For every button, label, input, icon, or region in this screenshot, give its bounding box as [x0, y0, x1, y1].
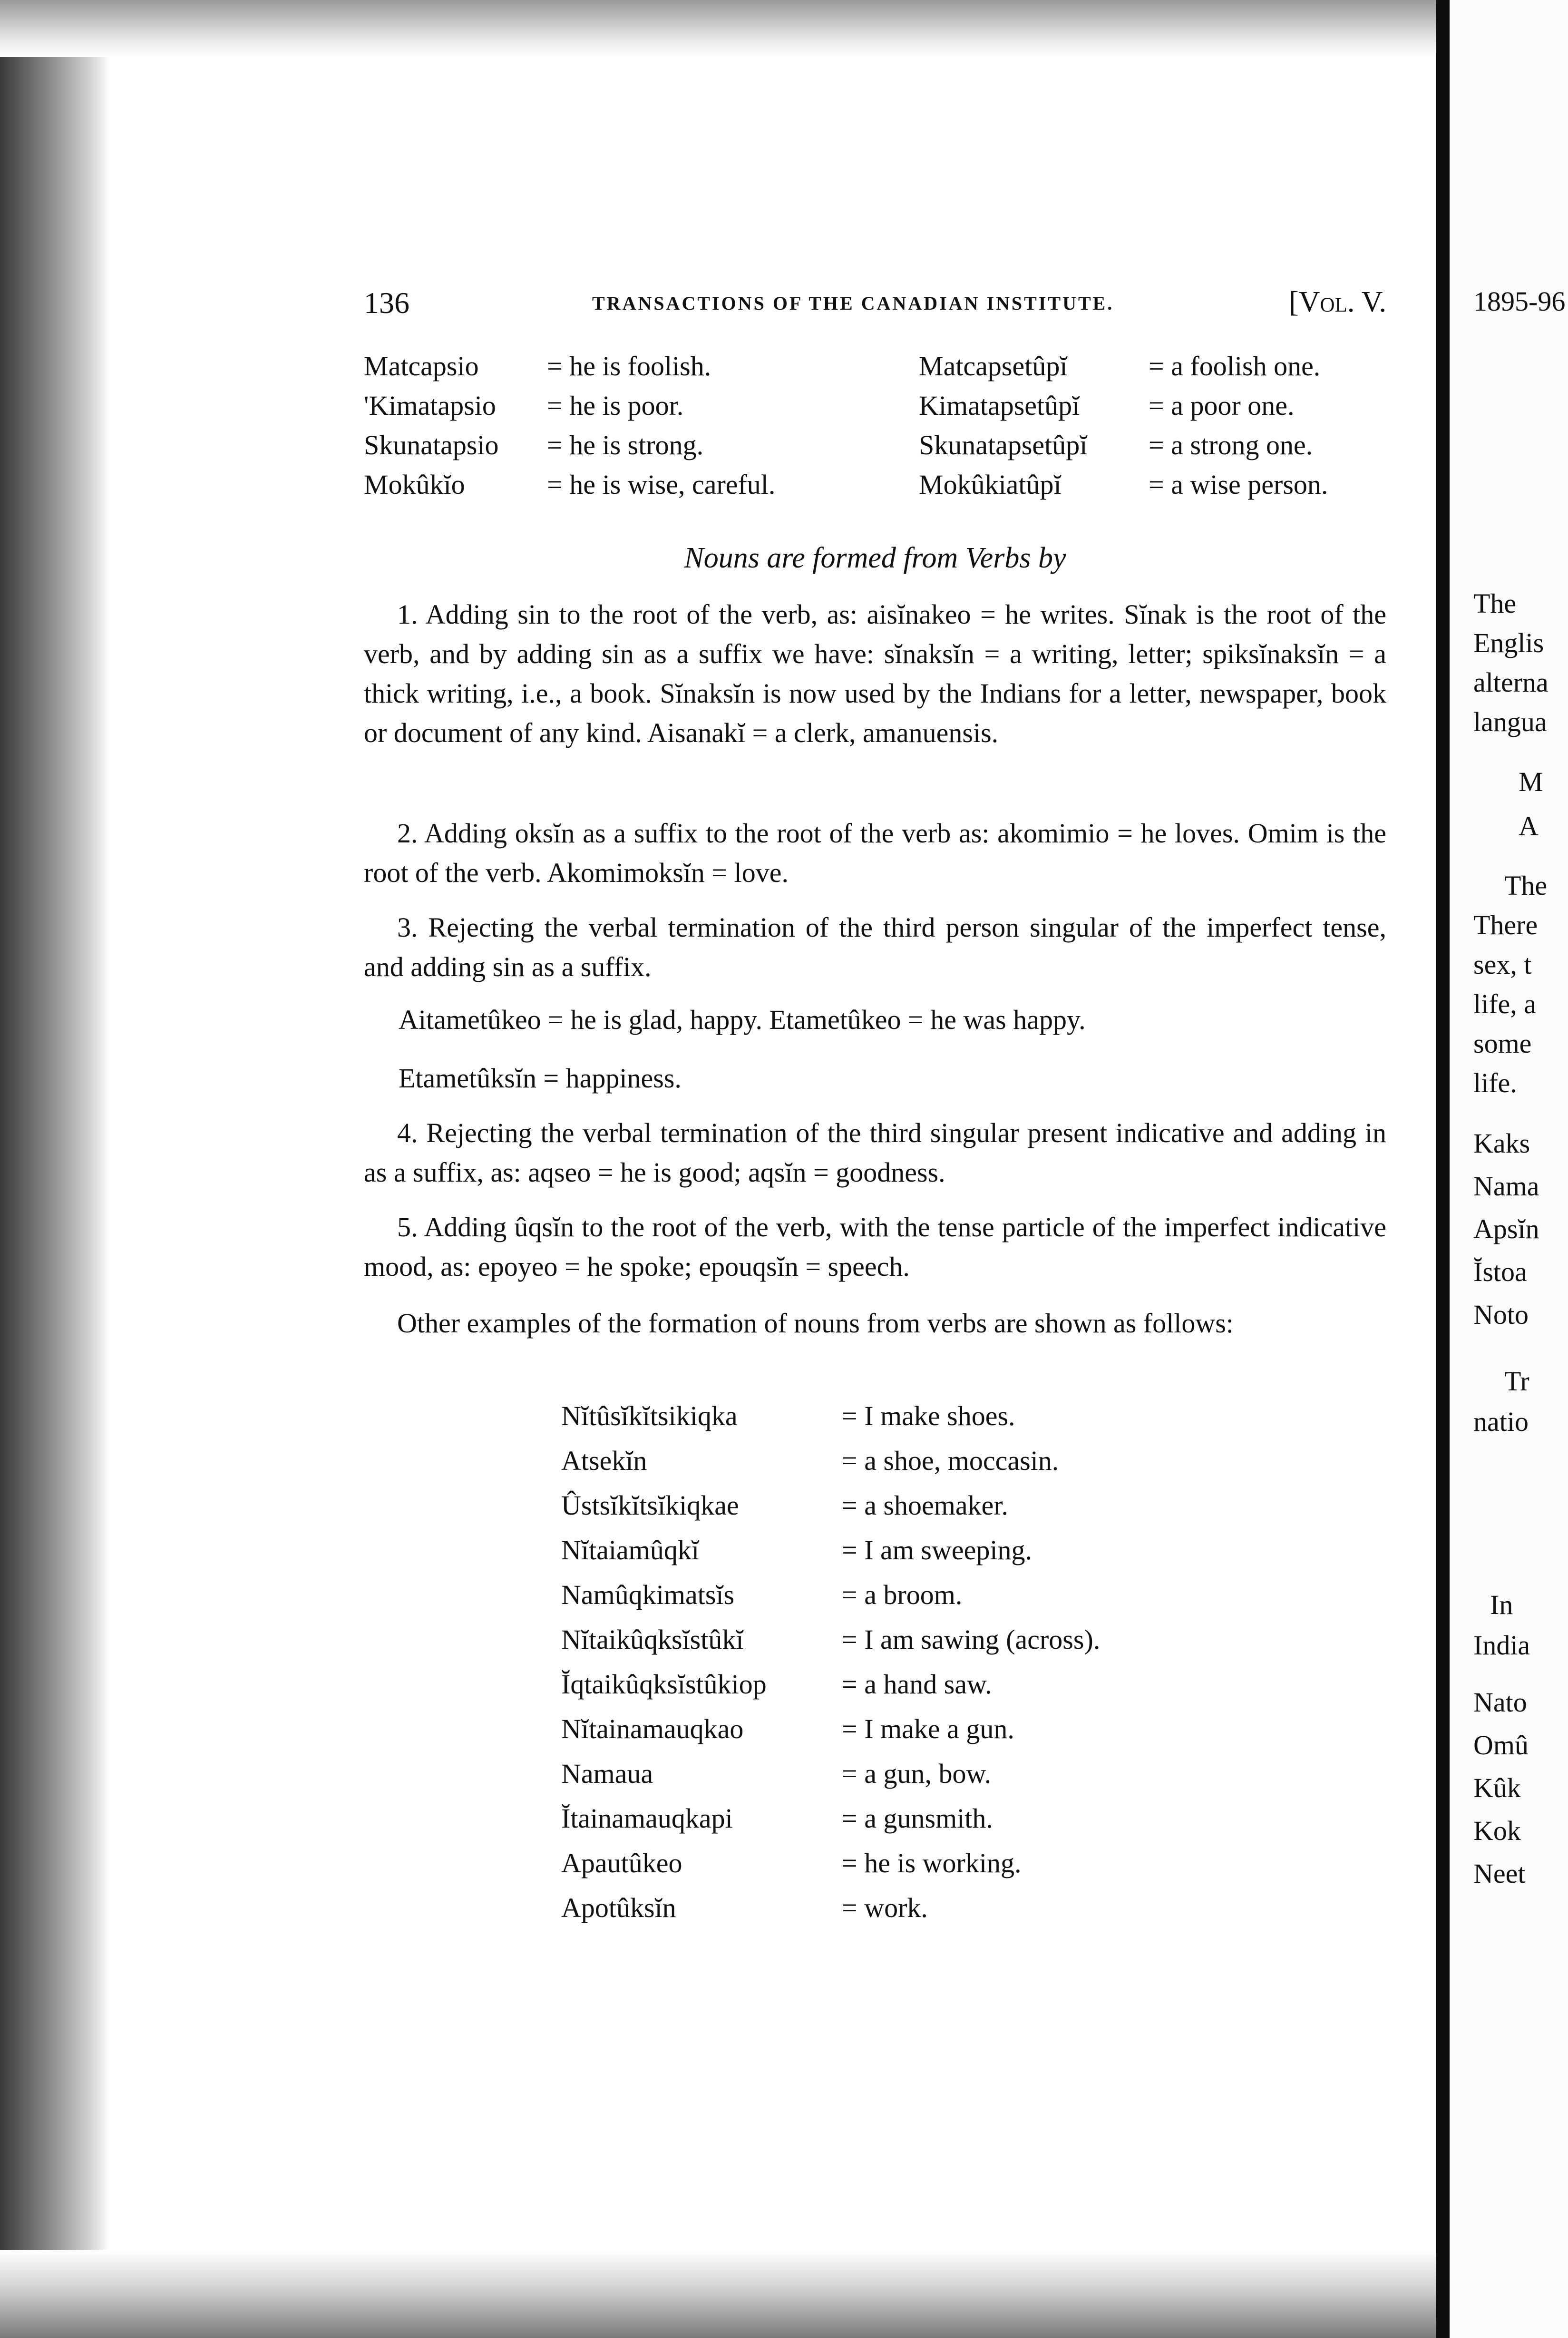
verb-meaning: = he is wise, careful.	[547, 469, 776, 500]
verb: Matcapsio	[364, 351, 479, 382]
running-head: TRANSACTIONS OF THE CANADIAN INSTITUTE.	[592, 293, 1114, 314]
facing-page-line: natio	[1473, 1406, 1529, 1437]
facing-page-line: India	[1473, 1630, 1530, 1661]
facing-page-line: Kûk	[1473, 1772, 1521, 1803]
example-word: Apotûksĭn	[561, 1892, 676, 1923]
facing-page-header: 1895-96	[1473, 286, 1566, 317]
paragraph-3-example-2: Etametûksĭn = happiness.	[399, 1063, 682, 1094]
paragraph-1: 1. Adding sin to the root of the verb, as: aisĭnakeo = he writes. Sĭnak is the root of the verb, and by adding sin as a suffix we have: sĭnaksĭn = a writing, letter; spiksĭnaksĭn = a thick writing, i.e., a book. Sĭnaksĭn is now used by the Indians for a letter, newspaper, book or document of any kind. Aisanakĭ = a clerk, amanuensis.	[364, 599, 1386, 748]
facing-page-line: life, a	[1473, 988, 1537, 1019]
paragraph-3-example-1: Aitametûkeo = he is glad, happy. Etametûkeo = he was happy.	[399, 1004, 1086, 1035]
paragraph-4: 4. Rejecting the verbal termination of the third singular present indicative and adding in as a suffix, as: aqseo = he is good; aqsĭn = goodness.	[364, 1117, 1386, 1188]
noun-meaning: = a strong one.	[1149, 430, 1313, 460]
facing-page-line: M	[1519, 766, 1543, 797]
example-meaning: = I am sweeping.	[842, 1535, 1032, 1565]
example-meaning: = a hand saw.	[842, 1669, 992, 1700]
book-gutter	[1436, 0, 1450, 2338]
example-word: Nĭtûsĭkĭtsikiqka	[561, 1400, 738, 1431]
facing-page-line: Englis	[1473, 627, 1544, 658]
verb-meaning: = he is foolish.	[547, 351, 711, 382]
facing-page-line: sex, t	[1473, 949, 1532, 980]
example-meaning: = a shoemaker.	[842, 1490, 1008, 1521]
paragraph-5: 5. Adding ûqsĭn to the root of the verb, with the tense particle of the imperfect indicative mood, as: epoyeo = he spoke; epouqsĭn = speech.	[364, 1212, 1386, 1282]
facing-page-line: Noto	[1473, 1299, 1529, 1330]
example-word: Atsekĭn	[561, 1445, 647, 1476]
paragraph-3: 3. Rejecting the verbal termination of the third person singular of the imperfect tense, and adding sin as a suffix.	[364, 912, 1386, 982]
noun-meaning: = a wise person.	[1149, 469, 1328, 500]
example-meaning: = a gunsmith.	[842, 1803, 993, 1834]
facing-page-line: Neet	[1473, 1858, 1526, 1889]
example-word: Apautûkeo	[561, 1848, 682, 1878]
example-meaning: = he is working.	[842, 1848, 1022, 1878]
paragraph-2: 2. Adding oksĭn as a suffix to the root of the verb as: akomimio = he loves. Omim is the root of the verb. Akomimoksĭn = love.	[364, 818, 1386, 888]
facing-page-line: Tr	[1504, 1366, 1529, 1397]
table-row	[561, 1796, 1275, 1841]
facing-page-line: Kaks	[1473, 1128, 1530, 1159]
facing-page-line: Ĭstoa	[1473, 1256, 1527, 1287]
example-word: Namaua	[561, 1758, 653, 1789]
table-row	[561, 1617, 1275, 1662]
page-header	[364, 285, 1386, 323]
table-row	[561, 1438, 1275, 1483]
facing-page-line: There	[1473, 910, 1538, 940]
adjective-table	[364, 346, 1386, 504]
facing-page-line: The	[1504, 870, 1548, 901]
facing-page-line: Nato	[1473, 1687, 1527, 1718]
example-word: Nĭtaiamûqkĭ	[561, 1535, 699, 1565]
example-word: Ûstsĭkĭtsĭkiqkae	[561, 1490, 739, 1521]
noun-meaning: = a foolish one.	[1149, 351, 1321, 382]
example-meaning: = I make shoes.	[842, 1400, 1015, 1431]
example-meaning: = work.	[842, 1892, 928, 1923]
facing-page-line: Omû	[1473, 1730, 1529, 1761]
example-word: Nĭtainamauqkao	[561, 1713, 744, 1744]
verb: Mokûkĭo	[364, 469, 465, 500]
facing-page-line: some	[1473, 1028, 1532, 1059]
noun: Mokûkiatûpĭ	[919, 469, 1062, 500]
verb-meaning: = he is poor.	[547, 390, 684, 421]
table-row	[364, 346, 1386, 386]
verb-meaning: = he is strong.	[547, 430, 704, 460]
example-word: Ĭqtaikûqksĭstûkiop	[561, 1669, 767, 1700]
example-meaning: = a shoe, moccasin.	[842, 1445, 1059, 1476]
facing-page-edge	[1450, 0, 1568, 2338]
table-row	[561, 1483, 1275, 1528]
noun: Skunatapsetûpĭ	[919, 430, 1088, 460]
table-row	[561, 1662, 1275, 1707]
example-word: Ĭtainamauqkapi	[561, 1803, 733, 1834]
examples-table	[561, 1394, 1275, 1930]
example-word: Nĭtaikûqksĭstûkĭ	[561, 1624, 744, 1655]
facing-page-line: Apsĭn	[1473, 1213, 1539, 1244]
table-row	[561, 1841, 1275, 1886]
table-row	[561, 1707, 1275, 1751]
volume-label: [Vol. V.	[1289, 286, 1386, 318]
table-row	[561, 1573, 1275, 1617]
scan-shadow-top	[0, 0, 1436, 57]
noun-meaning: = a poor one.	[1149, 390, 1295, 421]
facing-page-line: Nama	[1473, 1171, 1539, 1202]
facing-page-line: A	[1519, 811, 1539, 841]
example-meaning: = I make a gun.	[842, 1713, 1014, 1744]
facing-page-line: langua	[1473, 706, 1547, 737]
page-number: 136	[364, 286, 409, 320]
table-row	[364, 465, 1386, 504]
facing-page-line: The	[1473, 588, 1517, 619]
table-row	[561, 1751, 1275, 1796]
example-meaning: = a gun, bow.	[842, 1758, 992, 1789]
table-row	[364, 425, 1386, 465]
scan-shadow-left	[0, 0, 109, 2338]
facing-page-line: Kok	[1473, 1815, 1521, 1846]
scan-shadow-bottom	[0, 2250, 1436, 2338]
facing-page-line: life.	[1473, 1067, 1517, 1098]
facing-page-line: In	[1490, 1589, 1513, 1620]
table-row	[364, 386, 1386, 425]
example-meaning: = I am sawing (across).	[842, 1624, 1101, 1655]
facing-page-line: alterna	[1473, 667, 1549, 698]
section-heading: Nouns are formed from Verbs by	[684, 542, 1066, 574]
example-word: Namûqkimatsĭs	[561, 1579, 735, 1610]
paragraph-6: Other examples of the formation of nouns from verbs are shown as follows:	[397, 1308, 1234, 1339]
table-row	[561, 1886, 1275, 1930]
noun: Kimatapsetûpĭ	[919, 390, 1080, 421]
verb: Skunatapsio	[364, 430, 499, 460]
verb: 'Kimatapsio	[364, 390, 496, 421]
example-meaning: = a broom.	[842, 1579, 963, 1610]
table-row	[561, 1528, 1275, 1573]
noun: Matcapsetûpĭ	[919, 351, 1068, 382]
table-row	[561, 1394, 1275, 1438]
